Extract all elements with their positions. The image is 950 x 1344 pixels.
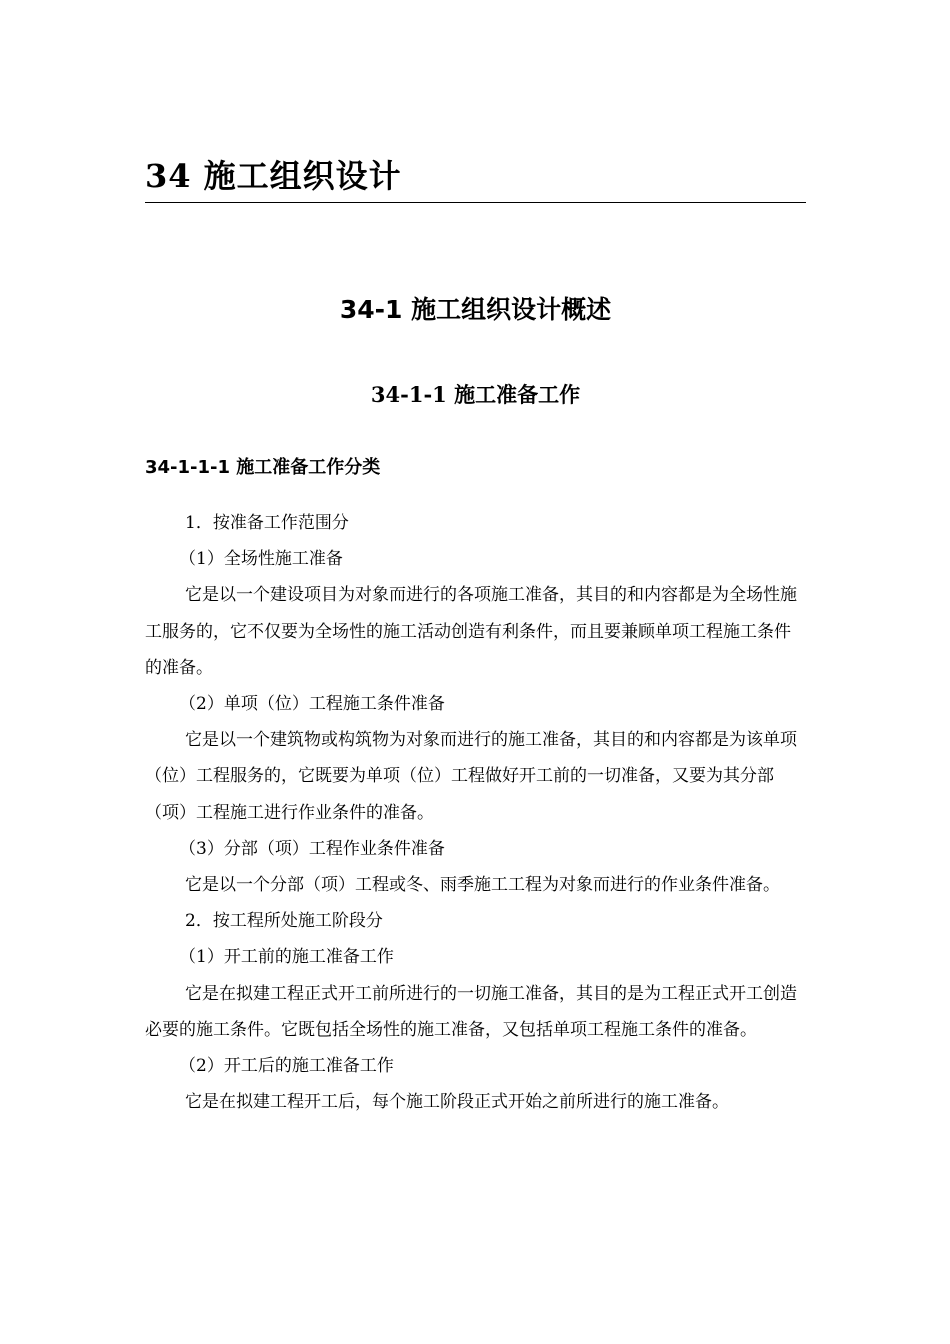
paragraph: 它是在拟建工程正式开工前所进行的一切施工准备，其目的是为工程正式开工创造必要的施工条件。它既包括全场性的施工准备，又包括单项工程施工条件的准备。	[145, 983, 797, 1040]
chapter-divider	[145, 202, 806, 203]
paragraph: 它是以一个建筑物或构筑物为对象而进行的施工准备，其目的和内容都是为该单项（位）工程服务的，它既要为单项（位）工程做好开工前的一切准备，又要为其分部（项）工程施工进行作业条件的准备。	[145, 730, 797, 823]
paragraph: 它是在拟建工程开工后，每个施工阶段正式开始之前所进行的施工准备。	[185, 1092, 729, 1113]
subsection-title: 34-1-1 施工准备工作	[370, 382, 581, 407]
paragraph: 它是以一个分部（项）工程或冬、雨季施工工程为对象而进行的作业条件准备。	[185, 875, 780, 896]
list-heading: 2．按工程所处施工阶段分	[185, 911, 383, 932]
body-text	[145, 505, 807, 1120]
chapter-title: 34 施工组织设计	[145, 157, 402, 195]
list-subheading: （2）开工后的施工准备工作	[179, 1056, 394, 1077]
subsubsection-title: 34-1-1-1 施工准备工作分类	[145, 457, 381, 478]
list-subheading: （3）分部（项）工程作业条件准备	[179, 838, 445, 859]
list-subheading: （2）单项（位）工程施工条件准备	[179, 694, 445, 715]
list-subheading: （1）开工前的施工准备工作	[179, 947, 394, 968]
list-subheading: （1）全场性施工准备	[179, 549, 343, 570]
section-title: 34-1 施工组织设计概述	[339, 295, 612, 324]
list-heading: 1．按准备工作范围分	[185, 513, 349, 533]
paragraph: 它是以一个建设项目为对象而进行的各项施工准备，其目的和内容都是为全场性施工服务的，它不仅要为全场性的施工活动创造有利条件，而且要兼顾单项工程施工条件的准备。	[145, 585, 797, 678]
